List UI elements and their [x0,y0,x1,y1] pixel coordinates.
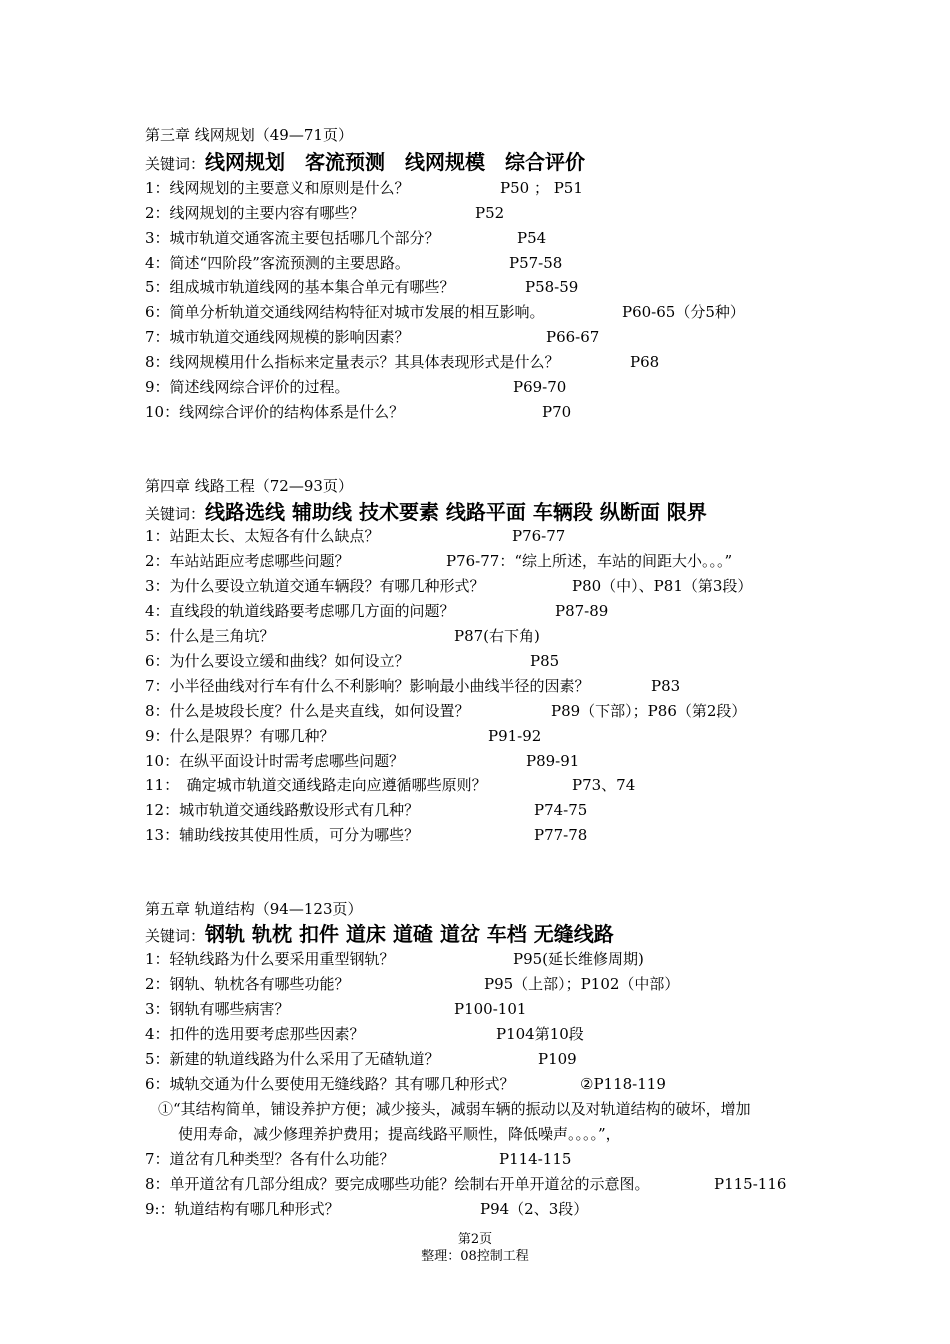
question-item: 2：车站站距应考虑哪些问题？ [145,552,350,570]
question-item: 11： 确定城市轨道交通线路走向应遵循哪些原则？ [145,776,487,794]
page-ref: ②P118-119 [580,1075,666,1093]
question-item: 7：小半径曲线对行车有什么不利影响？影响最小曲线半径的因素？ [145,677,590,695]
page-ref: P70 [542,403,572,421]
chapter-5-title: 第五章 轨道结构（94—123页） [145,900,363,918]
question-item: 9：简述线网综合评价的过程。 [145,378,350,396]
page-ref: P80（中）、P81（第3段） [572,577,753,595]
chapter-3-keywords [145,150,585,176]
page-ref: P52 [475,204,505,222]
question-item: 3：城市轨道交通客流主要包括哪几个部分？ [145,229,440,247]
chapter-4-title: 第四章 线路工程（72—93页） [145,477,353,495]
keywords-label: 关键词： [145,505,206,523]
keywords-text: 线路选线 辅助线 技术要素 线路平面 车辆段 纵断面 限界 [205,500,707,524]
question-item: 1：轻轨线路为什么要采用重型钢轨？ [145,950,395,968]
page-ref: P115-116 [714,1175,787,1193]
question-item: 6：简单分析轨道交通线网结构特征对城市发展的相互影响。 [145,303,545,321]
page-ref: P89（下部）；P86（第2段） [551,702,747,720]
page-ref: P68 [630,353,660,371]
keywords-label: 关键词： [145,155,206,173]
page-ref: P76-77：“综上所述，车站的间距大小。。。” [446,552,733,570]
page-ref: P104第10段 [496,1025,584,1043]
page-ref: P114-115 [499,1150,572,1168]
question-item: 10：线网综合评价的结构体系是什么？ [145,403,405,421]
page-ref: P87-89 [555,602,609,620]
page-ref: P50 ； P51 [500,179,583,197]
chapter-3-title: 第三章 线网规划（49—71页） [145,126,353,144]
question-item: 6：为什么要设立缓和曲线？如何设立？ [145,652,410,670]
page-ref: P69-70 [513,378,567,396]
question-item: 3：钢轨有哪些病害？ [145,1000,290,1018]
page-ref: P74-75 [534,801,588,819]
question-item: 4：简述“四阶段”客流预测的主要思路。 [145,254,410,272]
keywords-text: 线网规划 客流预测 线网规模 综合评价 [205,150,586,174]
question-item: 8：什么是坡段长度？什么是夹直线，如何设置？ [145,702,470,720]
question-item: 7：道岔有几种类型？各有什么功能？ [145,1150,395,1168]
page-ref: P73、74 [572,776,636,794]
page-number: 第2页 [457,1232,493,1247]
question-item: 9:：轨道结构有哪几种形式？ [145,1200,340,1218]
page-ref: P95（上部）；P102（中部） [484,975,680,993]
question-item: 4：直线段的轨道线路要考虑哪几方面的问题？ [145,602,455,620]
page-ref: P60-65（分5种） [622,303,745,321]
page-ref: P100-101 [454,1000,527,1018]
question-item: 9：什么是限界？有哪几种？ [145,727,335,745]
page-ref: P85 [530,652,560,670]
page-ref: P95(延长维修周期) [513,950,644,968]
question-item: 8：单开道岔有几部分组成？要完成哪些功能？绘制右开单开道岔的示意图。 [145,1175,650,1193]
quote-line-2: 使用寿命，减少修理养护费用；提高线路平顺性，降低噪声。。。。”， [178,1125,621,1143]
question-item: 6：城轨交通为什么要使用无缝线路？其有哪几种形式？ [145,1075,515,1093]
question-item: 10：在纵平面设计时需考虑哪些问题？ [145,752,405,770]
page-ref: P83 [651,677,681,695]
page-ref: P89-91 [526,752,580,770]
page-ref: P57-58 [509,254,563,272]
page-ref: P109 [538,1050,577,1068]
question-item: 12：城市轨道交通线路敷设形式有几种？ [145,801,420,819]
keywords-label: 关键词： [145,927,206,945]
question-item: 5：新建的轨道线路为什么采用了无碴轨道？ [145,1050,440,1068]
question-item: 1：站距太长、太短各有什么缺点？ [145,527,380,545]
question-item: 1：线网规划的主要意义和原则是什么？ [145,179,410,197]
page-ref: P58-59 [525,278,579,296]
question-item: 3：为什么要设立轨道交通车辆段？有哪几种形式？ [145,577,485,595]
page-ref: P76-77 [512,527,566,545]
question-item: 13：辅助线按其使用性质，可分为哪些？ [145,826,420,844]
footer-credit: 整理：08控制工程 [421,1249,529,1264]
question-item: 2：钢轨、轨枕各有哪些功能？ [145,975,350,993]
question-item: 8：线网规模用什么指标来定量表示？其具体表现形式是什么？ [145,353,560,371]
page-ref: P94（2、3段） [480,1200,589,1218]
question-item: 7：城市轨道交通线网规模的影响因素？ [145,328,410,346]
question-item: 5：组成城市轨道线网的基本集合单元有哪些？ [145,278,455,296]
chapter-5-keywords [145,922,614,948]
page-ref: P77-78 [534,826,588,844]
question-item: 5：什么是三角坑？ [145,627,275,645]
question-item: 2：线网规划的主要内容有哪些？ [145,204,365,222]
question-item: 4：扣件的选用要考虑那些因素？ [145,1025,365,1043]
quote-line-1: ①“其结构简单，铺设养护方便；减少接头，减弱车辆的振动以及对轨道结构的破坏，增加 [158,1100,751,1118]
chapter-4-keywords [145,500,707,526]
page-ref: P66-67 [546,328,600,346]
page-ref: P54 [517,229,547,247]
keywords-text: 钢轨 轨枕 扣件 道床 道碴 道岔 车档 无缝线路 [205,922,614,946]
page-ref: P91-92 [488,727,542,745]
page-ref: P87(右下角) [454,627,540,645]
